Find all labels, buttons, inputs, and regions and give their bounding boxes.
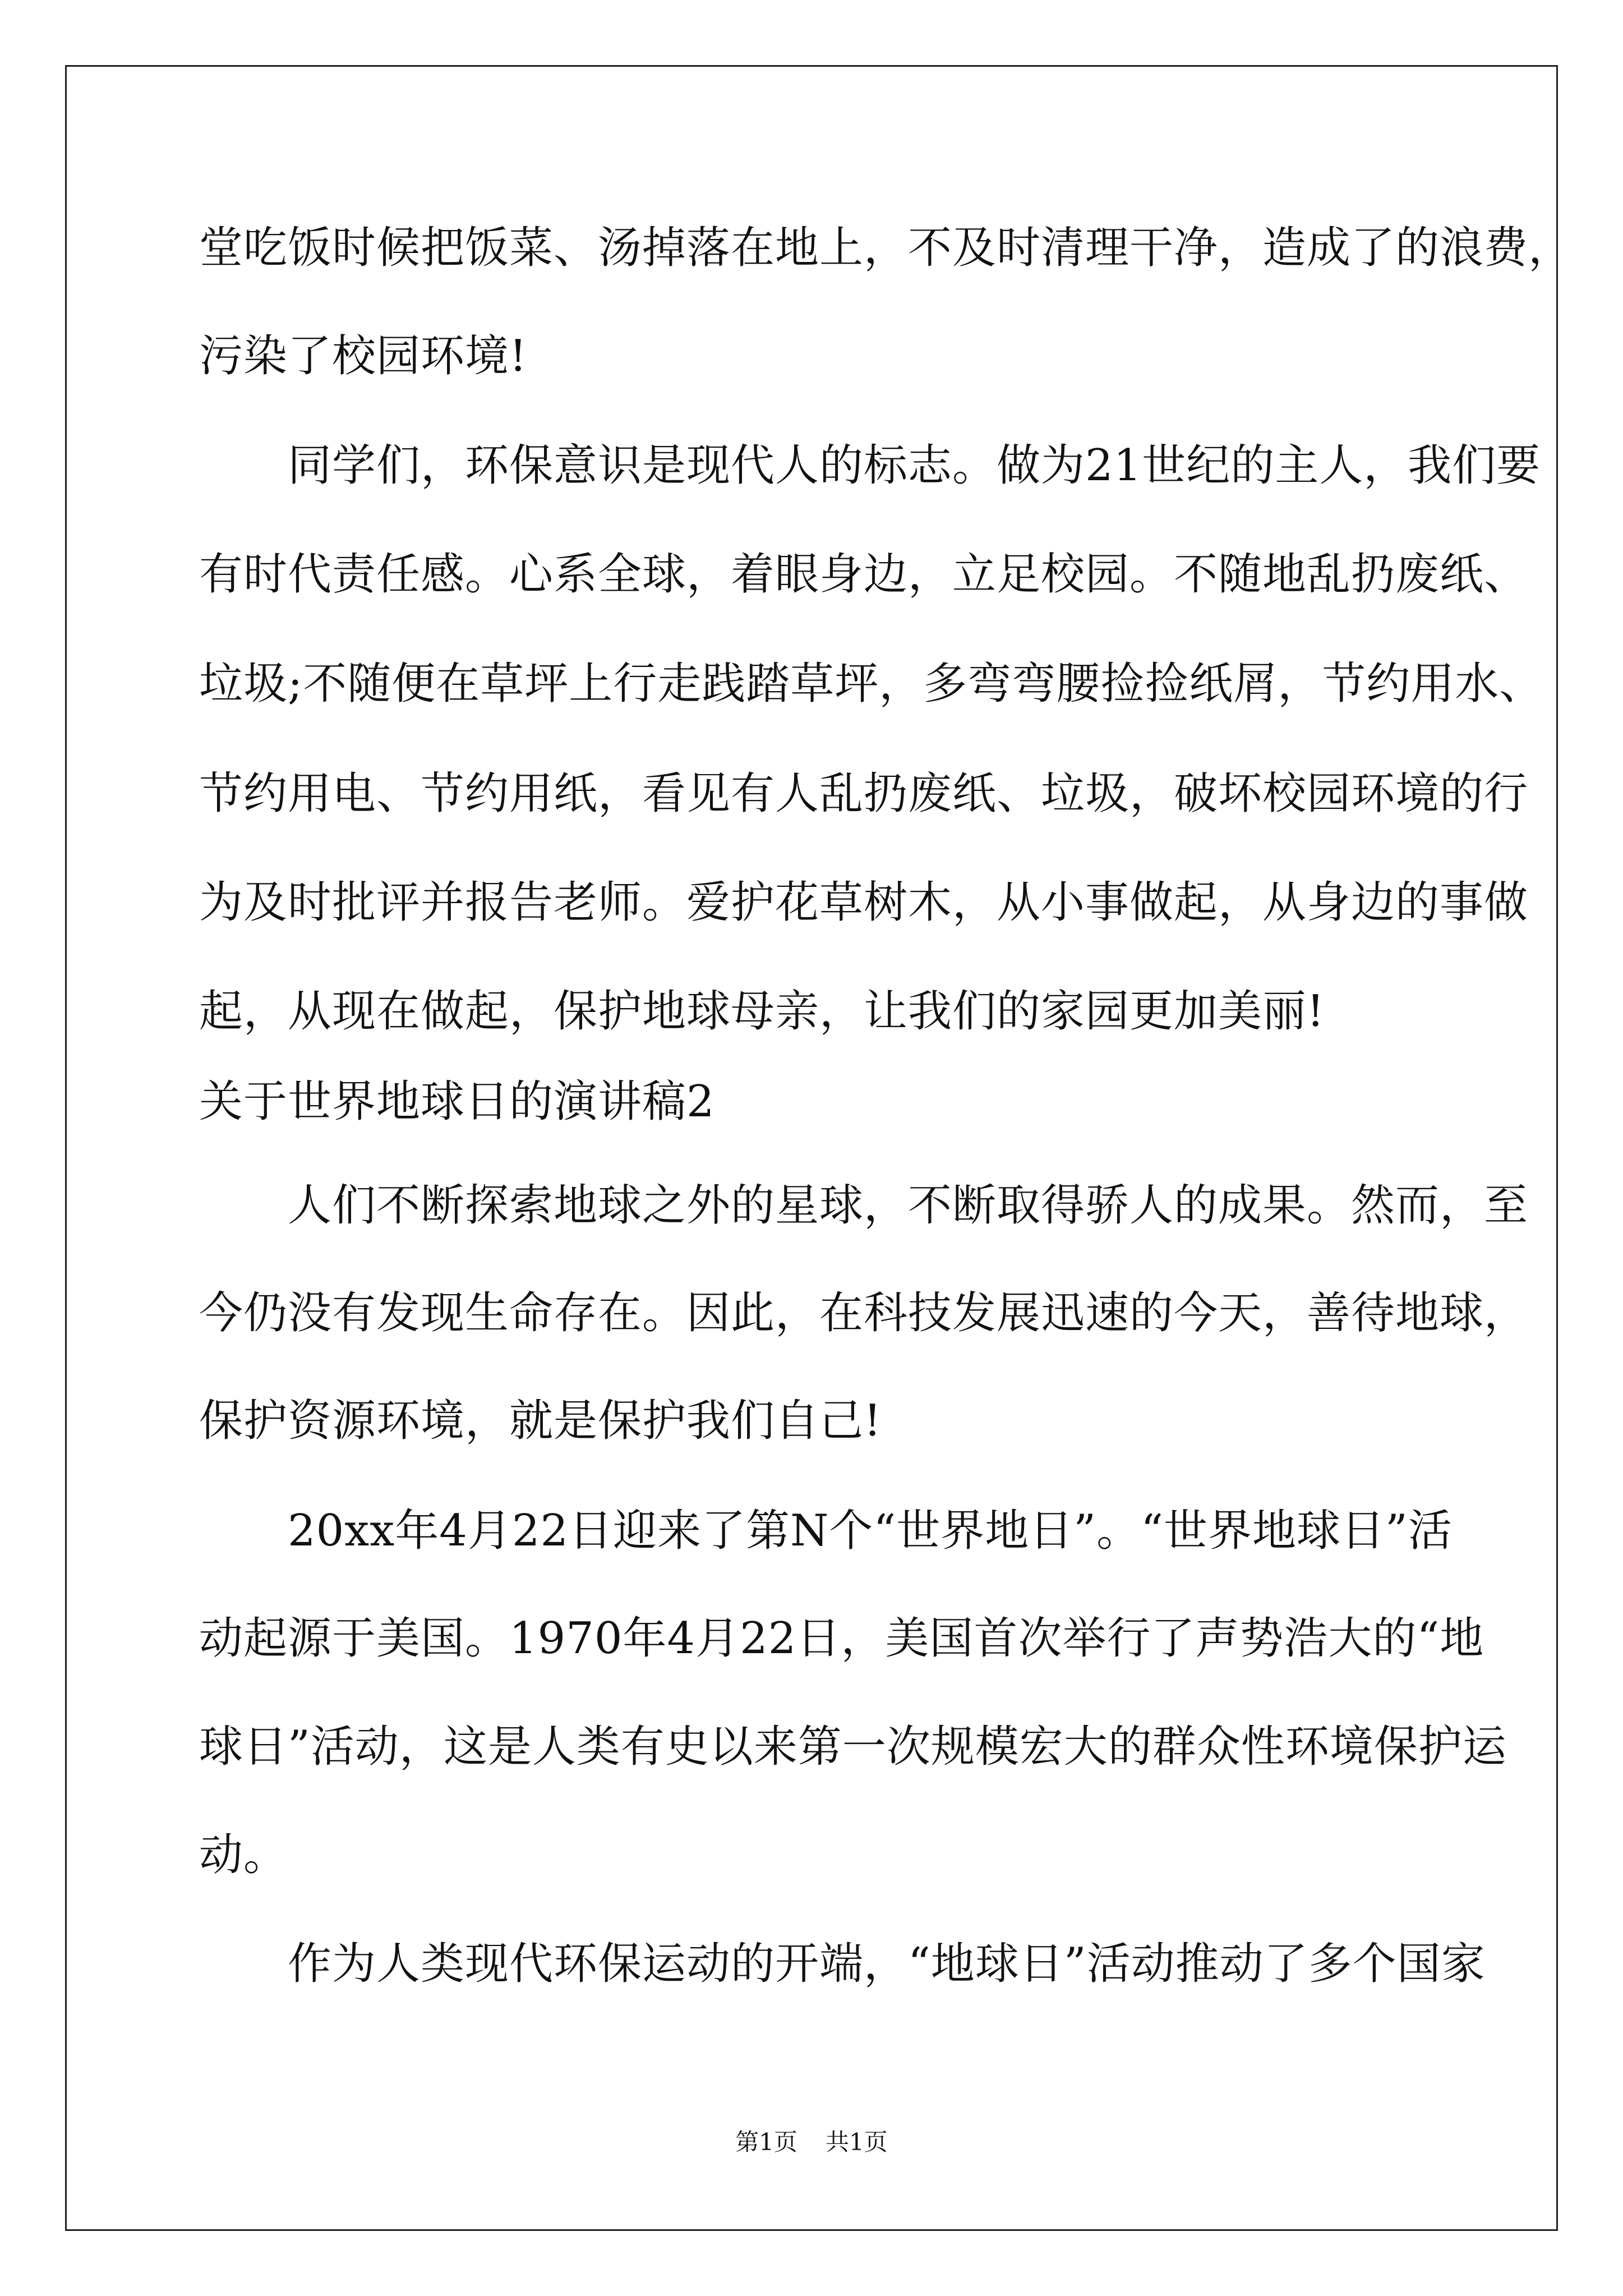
body-line: 同学们，环保意识是现代人的标志。做为21世纪的主人，我们要: [199, 440, 1541, 491]
body-line: 起，从现在做起，保护地球母亲，让我们的家园更加美丽!: [199, 986, 1325, 1037]
body-line: 垃圾;不随便在草坪上行走践踏草坪，多弯弯腰捡捡纸屑，节约用水、: [199, 659, 1544, 709]
body-line: 动。: [199, 1830, 288, 1880]
body-line: 保护资源环境，就是保护我们自己!: [199, 1396, 882, 1446]
body-line: 污染了校园环境!: [199, 331, 528, 381]
page-footer: [0, 2128, 1623, 2156]
body-line: 人们不断探索地球之外的星球，不断取得骄人的成果。然而，至: [199, 1180, 1529, 1231]
page-number-total: 共1页: [826, 2128, 888, 2156]
body-line: 堂吃饭时候把饭菜、汤掉落在地上，不及时清理干净，造成了的浪费，: [199, 223, 1573, 273]
body-line: 动起源于美国。1970年4月22日，美国首次举行了声势浩大的“地: [199, 1613, 1484, 1664]
body-line: 今仍没有发现生命存在。因此，在科技发展迅速的今天，善待地球，: [199, 1288, 1529, 1338]
body-line: 球日”活动，这是人类有史以来第一次规模宏大的群众性环境保护运: [199, 1722, 1507, 1772]
section-heading: 关于世界地球日的演讲稿2: [199, 1076, 715, 1127]
body-line: 作为人类现代环保运动的开端，“地球日”活动推动了多个国家: [199, 1939, 1486, 1989]
page-frame: [65, 65, 1558, 2231]
body-line: 20xx年4月22日迎来了第N个“世界地日”。“世界地球日”活: [199, 1506, 1453, 1556]
page-number-current: 第1页: [735, 2128, 797, 2156]
body-line: 有时代责任感。心系全球，着眼身边，立足校园。不随地乱扔废纸、: [199, 549, 1529, 600]
body-line: 为及时批评并报告老师。爱护花草树木，从小事做起，从身边的事做: [199, 877, 1529, 928]
body-line: 节约用电、节约用纸，看见有人乱扔废纸、垃圾，破坏校园环境的行: [199, 769, 1529, 819]
